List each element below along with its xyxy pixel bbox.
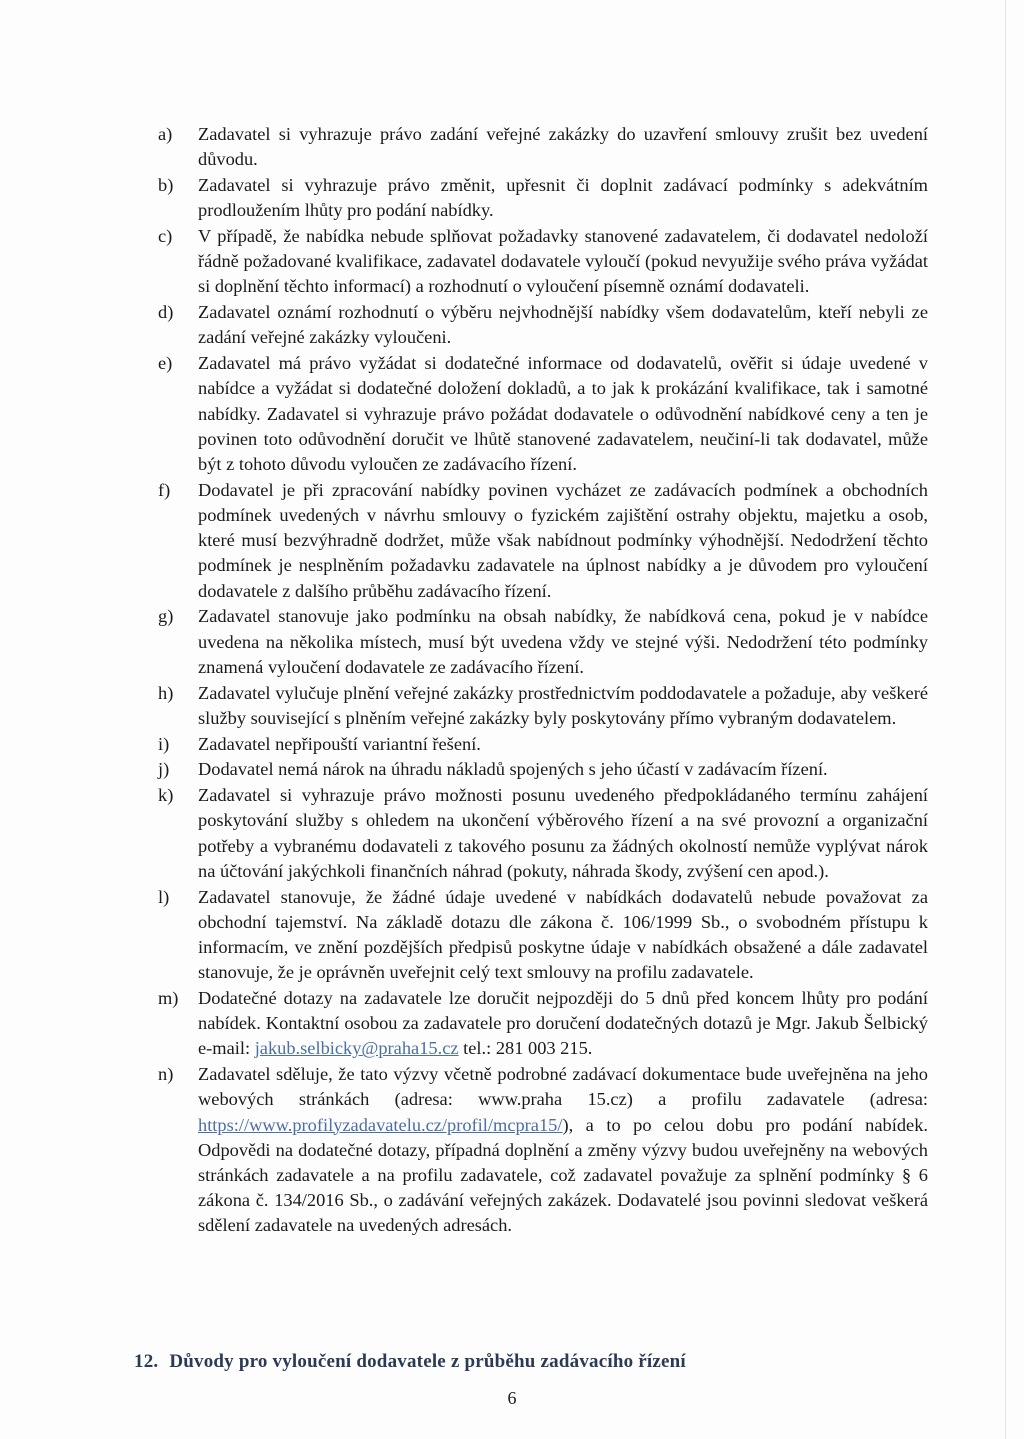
page-edge-line xyxy=(1005,0,1006,1439)
list-item-text: Zadavatel si vyhrazuje právo zadání veřejné zakázky do uzavření smlouvy zrušit bez uvedení důvodu. xyxy=(198,124,928,170)
list-item-text: Zadavatel má právo vyžádat si dodatečné informace od dodavatelů, ověřit si údaje uvedené v nabídce a vyžádat si dodatečné doložení dokladů, a to jak k prokázání kvalifikace, tak i samotné nabídky. Zadavatel si vyhrazuje právo požádat dodavatele o odůvodnění nabídkové ceny a ten je povinen toto odůvodnění doručit ve lhůtě stanovené zadavatelem, neučiní-li tak dodavatel, může být z tohoto důvodu vyloučen ze zadávacího řízení. xyxy=(198,353,928,475)
section-number: 12. xyxy=(134,1351,159,1372)
list-item-text: V případě, že nabídka nebude splňovat požadavky stanovené zadavatelem, či dodavatel nedoloží řádně požadované kvalifikace, zadavatel dodavatele vyloučí (pokud nevyužije svého práva vyžádat si doplnění těchto informací) a rozhodnutí o vyloučení písemně oznámí dodavateli. xyxy=(198,226,928,297)
list-marker: f) xyxy=(158,479,171,500)
email-link[interactable]: jakub.selbicky@praha15.cz xyxy=(254,1038,459,1059)
conditions-list xyxy=(158,122,928,1239)
section-title: Důvody pro vyloučení dodavatele z průběhu zadávacího řízení xyxy=(169,1351,686,1372)
list-item-e xyxy=(158,351,928,477)
list-item-text: Zadavatel nepřipouští variantní řešení. xyxy=(198,733,481,754)
list-item-text: Zadavatel vylučuje plnění veřejné zakázky prostřednictvím poddodavatele a požaduje, aby veškeré služby související s plněním veřejné zakázky byly poskytovány přímo vybraným dodavatelem. xyxy=(198,682,928,728)
list-item-f xyxy=(158,478,928,604)
list-item-text-tail: ), a to po celou dobu pro podání nabídek. Odpovědi na dodatečné dotazy, případná doplnění a změny výzvy budou uveřejněny na webových stránkách zadavatele a na profilu zadavatele, což zadavatel považuje za splnění podmínky § 6 zákona č. 134/2016 Sb., o zadávání veřejných zakázek. Dodavatelé jsou povinni sledovat veškerá sdělení zadavatele na uvedených adresách. xyxy=(198,1114,928,1236)
list-marker: m) xyxy=(158,988,179,1009)
list-item-text: Dodavatel nemá nárok na úhradu nákladů spojených s jeho účastí v zadávacím řízení. xyxy=(198,759,828,780)
list-item-text-tail: tel.: 281 003 215. xyxy=(458,1038,593,1059)
section-heading xyxy=(134,1351,686,1373)
profile-url-link[interactable]: https://www.profilyzadavatelu.cz/profil/mcpra15/ xyxy=(198,1114,563,1135)
list-item-l xyxy=(158,885,928,986)
list-marker: e) xyxy=(158,353,173,374)
list-item-text: Zadavatel stanovuje jako podmínku na obsah nabídky, že nabídková cena, pokud je v nabídce uvedena na několika místech, musí být uvedena vždy ve stejné výši. Nedodržení této podmínky znamená vyloučení dodavatele ze zadávacího řízení. xyxy=(198,606,928,677)
list-item-text: Zadavatel si vyhrazuje právo změnit, upřesnit či doplnit zadávací podmínky s adekvátním prodloužením lhůty pro podání nabídky. xyxy=(198,175,928,221)
list-marker: j) xyxy=(158,759,170,780)
list-item-text: Zadavatel si vyhrazuje právo možnosti posunu uvedeného předpokládaného termínu zahájení poskytování služby s ohledem na ukončení výběrového řízení a na své provozní a organizační potřeby a vybranému dodavateli z takového posunu za žádných okolností nemůže vyplývat nárok na účtování jakýchkoli finančních náhrad (pokuty, náhrada škody, zvýšení cen apod.). xyxy=(198,785,928,881)
list-marker: n) xyxy=(158,1064,174,1085)
list-item-j xyxy=(158,757,928,782)
list-item-b xyxy=(158,173,928,223)
list-marker: i) xyxy=(158,733,170,754)
list-item-text: Zadavatel stanovuje, že žádné údaje uvedené v nabídkách dodavatelů nebude považovat za obchodní tajemství. Na základě dotazu dle zákona č. 106/1999 Sb., o svobodném přístupu k informacím, ve znění pozdějších předpisů poskytne údaje v nabídkách obsažené a dále zadavatel stanovuje, že je oprávněn uveřejnit celý text smlouvy na profilu zadavatele. xyxy=(198,886,928,983)
list-marker: a) xyxy=(158,124,173,144)
list-item-a xyxy=(158,122,928,172)
list-item-c xyxy=(158,224,928,300)
list-marker: c) xyxy=(158,226,173,246)
list-marker: h) xyxy=(158,682,174,703)
list-item-h xyxy=(158,681,928,731)
page-number: 6 xyxy=(507,1388,517,1408)
list-item-g xyxy=(158,604,928,680)
list-item-text: Zadavatel sděluje, že tato výzvy včetně podrobné zadávací dokumentace bude uveřejněna na jeho webových stránkách (adresa: www.praha 15.cz) a profilu zadavatele (adresa: xyxy=(198,1064,928,1110)
list-item-k xyxy=(158,783,928,884)
list-marker: k) xyxy=(158,785,174,806)
list-item-d xyxy=(158,300,928,350)
list-item-text: Dodavatel je při zpracování nabídky povinen vycházet ze zadávacích podmínek a obchodních podmínek uvedených v návrhu smlouvy o fyzickém zajištění ostrahy objektu, majetku a osob, které musí bezvýhradně dodržet, může však nabídnout podmínky výhodnější. Nedodržení těchto podmínek je nesplněním požadavku zadavatele na úplnost nabídky a je důvodem pro vyloučení dodavatele z dalšího průběhu zadávacího řízení. xyxy=(198,479,928,601)
list-item-n xyxy=(158,1062,928,1238)
list-marker: b) xyxy=(158,175,174,195)
list-marker: l) xyxy=(158,886,170,907)
list-item-i xyxy=(158,732,928,757)
list-item-text: Dodatečné dotazy na zadavatele lze doručit nejpozději do 5 dnů před koncem lhůty pro podání nabídek. Kontaktní osobou za zadavatele pro doručení dodatečných dotazů je Mgr. Jakub Šelbický e-mail: xyxy=(198,988,928,1059)
list-marker: g) xyxy=(158,606,174,627)
list-item-text: Zadavatel oznámí rozhodnutí o výběru nejvhodnější nabídky všem dodavatelům, kteří nebyli ze zadání veřejné zakázky vyloučeni. xyxy=(198,302,928,348)
list-marker: d) xyxy=(158,302,174,323)
list-item-m xyxy=(158,986,928,1062)
